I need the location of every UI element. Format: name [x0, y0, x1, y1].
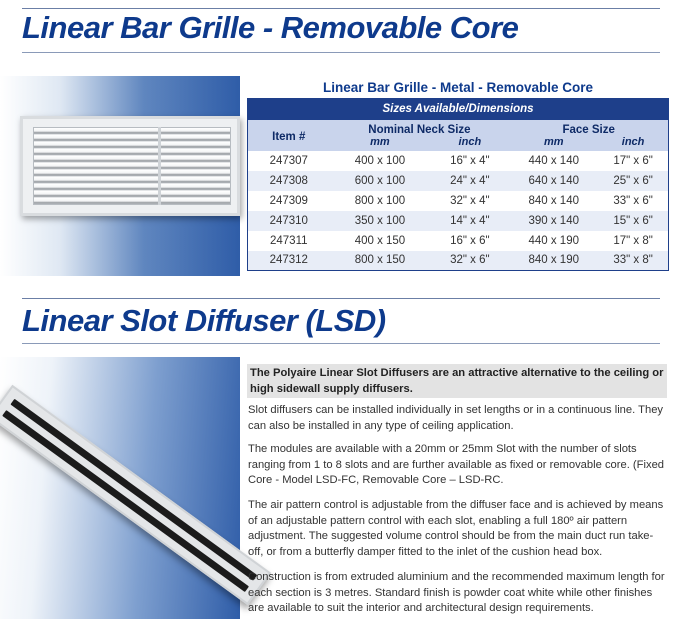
section-title-grille: Linear Bar Grille - Removable Core [22, 10, 519, 45]
title-underline [22, 52, 660, 53]
table-caption: Linear Bar Grille - Metal - Removable Core [322, 80, 594, 95]
top-rule [22, 8, 660, 9]
cell-neck-mm: 400 x 150 [354, 234, 406, 247]
cell-face-mm: 840 x 140 [528, 194, 579, 207]
lead-paragraph: The Polyaire Linear Slot Diffusers are an attractive alternative to the ceiling or high sidewall supply diffusers. [247, 364, 667, 398]
diffuser-slot [2, 410, 249, 592]
slot-diffuser-image [0, 385, 271, 605]
section-rule [22, 298, 660, 299]
cell-item: 247312 [248, 251, 330, 271]
col-face-inch: inch [598, 136, 668, 151]
cell-face-mm: 440 x 140 [528, 154, 579, 167]
cell-neck-mm: 350 x 100 [330, 211, 431, 231]
cell-face-mm: 440 x 190 [528, 234, 579, 247]
cell-face-inch: 33" x 8" [598, 251, 668, 271]
cell-neck-mm: 800 x 100 [354, 194, 406, 207]
cell-face-mm: 390 x 140 [509, 211, 598, 231]
cell-neck-inch: 16" x 4" [450, 154, 490, 167]
paragraph: Slot diffusers can be installed individually in set lengths or in a continuous line. They can also be installed in any type of ceiling application. [248, 404, 664, 432]
section-title-lsd: Linear Slot Diffuser (LSD) [22, 303, 386, 338]
diffuser-slot [10, 399, 257, 581]
cell-item: 247311 [269, 234, 308, 247]
cell-neck-inch: 16" x 6" [450, 234, 490, 247]
cell-neck-mm: 600 x 100 [330, 171, 431, 191]
cell-item: 247307 [269, 154, 308, 167]
paragraph: The air pattern control is adjustable from the diffuser face and is achieved by means of an adjustable pattern control with each slot, enabling a full 180º air pattern adjustment. The suggested volume control should be from the main duct run take-off, or from a butterfly damper fitted to the inlet of the cushion head box. [248, 499, 664, 558]
col-neck-inch: inch [430, 136, 509, 151]
cell-neck-inch: 32" x 6" [430, 251, 509, 271]
cell-neck-mm: 800 x 150 [330, 251, 431, 271]
table-band-header: Sizes Available/Dimensions [248, 99, 669, 120]
cell-neck-mm: 400 x 100 [354, 154, 406, 167]
col-neck-mm: mm [330, 136, 431, 151]
cell-item: 247310 [248, 211, 330, 231]
table-row [248, 231, 669, 251]
table-row [248, 151, 669, 171]
grille-core-divider [158, 127, 161, 205]
col-face-mm: mm [509, 136, 598, 151]
grille-photo [0, 76, 240, 276]
cell-neck-inch: 24" x 4" [430, 171, 509, 191]
cell-face-inch: 15" x 6" [598, 211, 668, 231]
cell-item: 247308 [248, 171, 330, 191]
paragraph: The modules are available with a 20mm or 25mm Slot with the number of slots ranging from 1 to 8 slots and are further available as fixed or removable core. (Fixed Core - Model LSD-FC, Removable Core – LSD-RC. [248, 443, 665, 487]
paragraph: Construction is from extruded aluminium and the recommended maximum length for each section is 3 metres. Standard finish is powder coat white while other finishes are available to suit the interior and architectural design requirements. [248, 571, 665, 615]
title-underline [22, 343, 660, 344]
cell-face-mm: 640 x 140 [509, 171, 598, 191]
cell-neck-inch: 32" x 4" [450, 194, 490, 207]
col-face-header: Face Size [509, 120, 668, 136]
cell-face-inch: 33" x 6" [613, 194, 653, 207]
slot-diffuser-photo [0, 357, 240, 619]
sizes-table [247, 98, 669, 271]
cell-face-mm: 840 x 190 [509, 251, 598, 271]
cell-face-inch: 25" x 6" [598, 171, 668, 191]
cell-neck-inch: 14" x 4" [430, 211, 509, 231]
table-row [248, 191, 669, 211]
col-item-header: Item # [248, 120, 330, 151]
grille-bars [33, 127, 231, 205]
table-row [248, 251, 669, 271]
cell-face-inch: 17" x 6" [613, 154, 653, 167]
table-row [248, 211, 669, 231]
col-neck-header: Nominal Neck Size [330, 120, 510, 136]
cell-item: 247309 [269, 194, 308, 207]
cell-face-inch: 17" x 8" [613, 234, 653, 247]
table-row [248, 171, 669, 191]
grille-image [20, 116, 240, 216]
